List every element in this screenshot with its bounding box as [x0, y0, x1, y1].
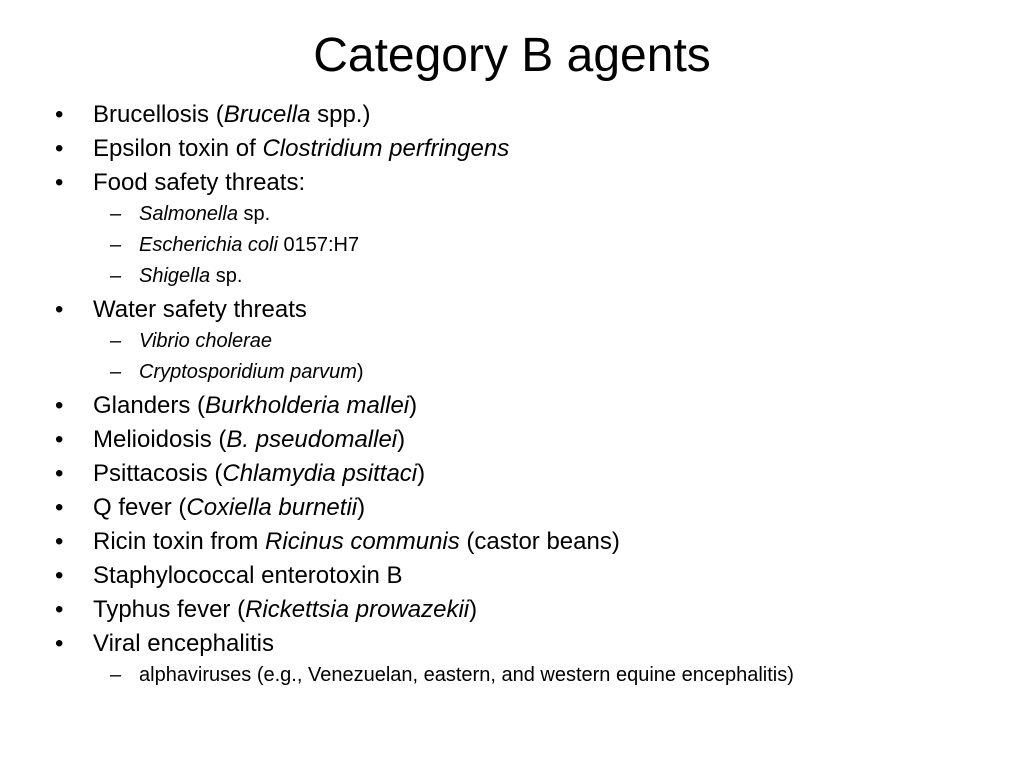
item-text: Glanders ( — [93, 392, 206, 419]
italic-species-name: Chlamydia psittaci — [222, 460, 418, 487]
bullet-item — [0, 100, 1024, 134]
dash-marker: – — [110, 664, 122, 686]
italic-species-name: Ricinus communis — [265, 528, 460, 555]
dash-marker: – — [110, 361, 122, 383]
bullet-marker: • — [55, 135, 64, 162]
dash-marker: – — [110, 234, 122, 256]
italic-species-name: Brucella — [223, 101, 311, 128]
item-text: spp.) — [310, 101, 371, 128]
item-text: Ricin toxin from — [93, 528, 266, 555]
item-text: sp. — [210, 265, 243, 287]
bullet-marker: • — [55, 596, 64, 623]
bullet-item — [0, 295, 1024, 329]
sub-bullet-item — [0, 264, 1024, 295]
italic-species-name: Salmonella — [139, 203, 238, 225]
item-text: ) — [469, 596, 478, 623]
bullet-item — [0, 168, 1024, 202]
item-text: Q fever ( — [93, 494, 187, 521]
bullet-item — [0, 493, 1024, 527]
bullet-marker: • — [55, 101, 64, 128]
italic-species-name: Cryptosporidium parvum — [139, 361, 357, 383]
sub-bullet-item — [0, 360, 1024, 391]
item-text: Typhus fever ( — [93, 596, 246, 623]
bullet-item — [0, 595, 1024, 629]
item-text: Brucellosis ( — [93, 101, 224, 128]
slide-content — [0, 100, 1024, 688]
item-text: 0157:H7 — [277, 234, 360, 256]
bullet-marker: • — [55, 630, 64, 657]
bullet-marker: • — [55, 426, 64, 453]
item-text: sp. — [237, 203, 271, 225]
dash-marker: – — [110, 330, 122, 352]
item-text: (castor beans) — [459, 528, 620, 555]
bullet-marker: • — [55, 392, 64, 419]
bullet-marker: • — [55, 169, 64, 196]
italic-species-name: Shigella — [139, 265, 211, 287]
item-text: ) — [409, 392, 418, 419]
bullet-marker: • — [55, 296, 64, 323]
italic-species-name: B. pseudomallei — [226, 426, 398, 453]
item-text: ) — [397, 426, 406, 453]
sub-bullet-item — [0, 233, 1024, 264]
italic-species-name: Vibrio cholerae — [139, 330, 273, 352]
item-text: Psittacosis ( — [93, 460, 223, 487]
item-text: ) — [356, 361, 364, 383]
italic-species-name: Burkholderia mallei — [205, 392, 410, 419]
bullet-item — [0, 425, 1024, 459]
item-text: Staphylococcal enterotoxin B — [93, 562, 403, 589]
italic-species-name: Coxiella burnetii — [186, 494, 358, 521]
italic-species-name: Clostridium perfringens — [262, 135, 510, 162]
bullet-marker: • — [55, 460, 64, 487]
item-text: Epsilon toxin of — [93, 135, 263, 162]
dash-marker: – — [110, 203, 122, 225]
item-text: Water safety threats — [93, 296, 307, 323]
bullet-item — [0, 561, 1024, 595]
bullet-item — [0, 391, 1024, 425]
sub-bullet-item — [0, 202, 1024, 233]
sub-bullet-item — [0, 663, 1024, 688]
item-text: alphaviruses (e.g., Venezuelan, eastern, and western equine encephalitis) — [139, 664, 794, 686]
bullet-marker: • — [55, 528, 64, 555]
bullet-marker: • — [55, 562, 64, 589]
item-text: ) — [357, 494, 366, 521]
sub-bullet-item — [0, 329, 1024, 360]
dash-marker: – — [110, 265, 122, 287]
item-text: Melioidosis ( — [93, 426, 227, 453]
italic-species-name: Escherichia coli — [139, 234, 278, 256]
bullet-item — [0, 459, 1024, 493]
bullet-marker: • — [55, 494, 64, 521]
item-text: ) — [417, 460, 426, 487]
slide-title: Category B agents — [313, 29, 711, 82]
bullet-item — [0, 629, 1024, 663]
item-text: Food safety threats: — [93, 169, 306, 196]
item-text: Viral encephalitis — [93, 630, 274, 657]
bullet-item — [0, 134, 1024, 168]
bullet-item — [0, 527, 1024, 561]
italic-species-name: Rickettsia prowazekii — [245, 596, 470, 623]
